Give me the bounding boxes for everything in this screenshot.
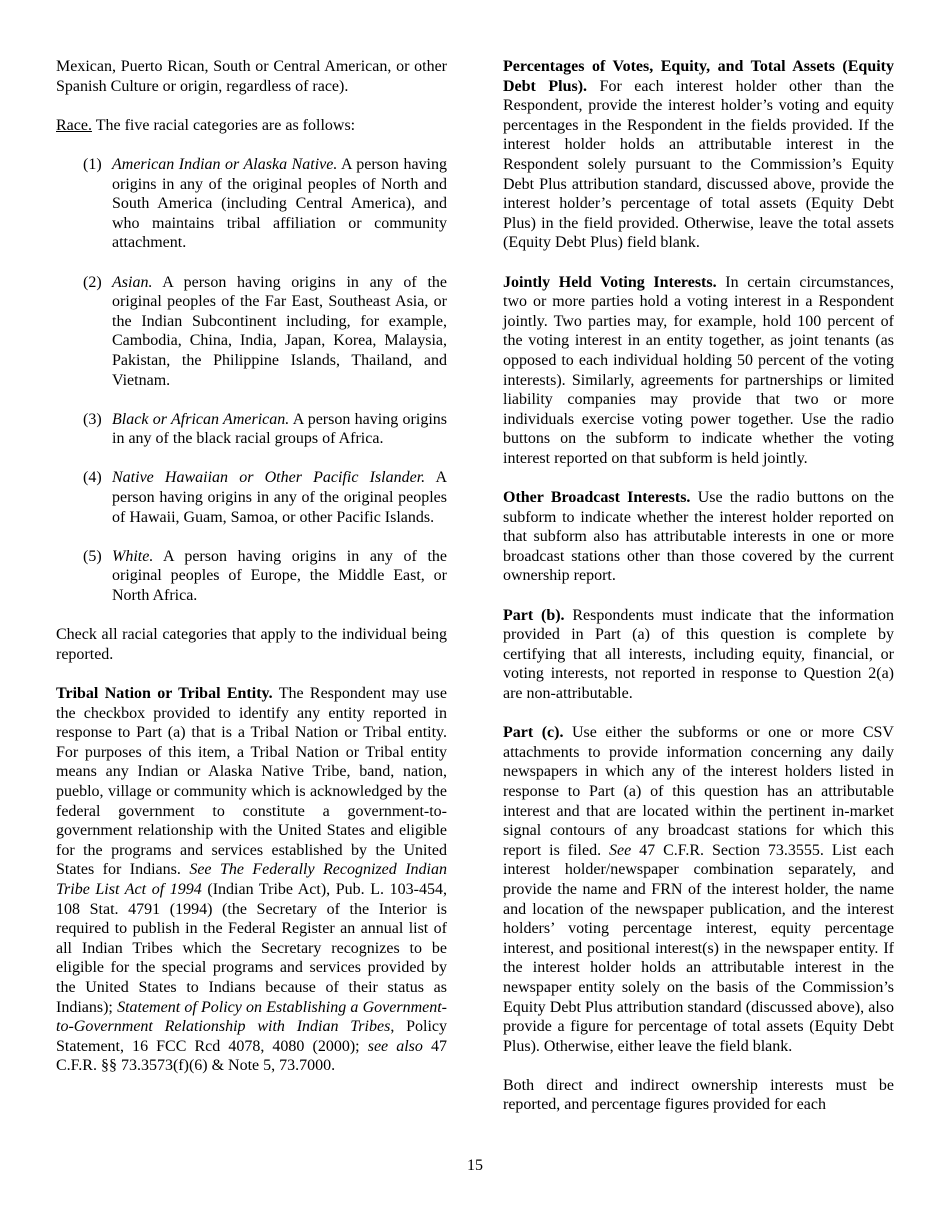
race-name: White. bbox=[112, 547, 154, 565]
left-column bbox=[56, 57, 447, 1095]
race-description: A person having origins in any of the original peoples of the Far East, Southeast Asia, or the Indian Subcontinent including, for example, Cambodia, China, India, Japan, Korea, Malaysia, Pakistan, the Philippine Islands, Thailand, and Vietnam. bbox=[112, 273, 447, 389]
tribal-see-citation: See The Federally Recognized Indian Tribe List Act of 1994 bbox=[56, 861, 448, 898]
tribal-see-also: see also bbox=[367, 1037, 423, 1055]
tribal-text-3: , Policy Statement, 16 FCC Rcd 4078, 4080 (2000); bbox=[56, 1018, 448, 1055]
part-c-paragraph bbox=[503, 723, 894, 1056]
race-item bbox=[56, 273, 447, 391]
tribal-text-4: 47 C.F.R. §§ 73.3573(f)(6) & Note 5, 73.7000. bbox=[56, 1037, 448, 1075]
race-description: A person having origins in any of the original peoples of Hawaii, Guam, Samoa, or other Pacific Islands. bbox=[112, 469, 447, 526]
tribal-heading: Tribal Nation or Tribal Entity. bbox=[56, 685, 273, 702]
tribal-text-2: (Indian Tribe Act), Pub. L. 103-454, 108 Stat. 4791 (1994) (the Secretary of the Interior is required to publish in the Federal Register an annual list of all Indian Tribes which the Secretary recognizes to be eligible for the special programs and services provided by the United States to Indians because of their status as Indians); bbox=[56, 880, 447, 1016]
race-intro-text: The five racial categories are as follows: bbox=[91, 116, 356, 134]
tribal-text-1: The Respondent may use the checkbox provided to identify any entity reported in response to Part (a) that is a Tribal Nation or Tribal entity. For purposes of this item, a Tribal Nation or Tribal entity means any Indian or Alaska Native Tribe, band, nation, pueblo, village or community which is acknowledged by the federal government to constitute a government-to-government relationship with the United States and eligible for the programs and services established by the United States for Indians. bbox=[56, 685, 447, 879]
race-intro-paragraph bbox=[56, 116, 447, 136]
other-broadcast-heading: Other Broadcast Interests. bbox=[503, 489, 691, 507]
race-name: Black or African American. bbox=[112, 410, 290, 428]
part-b-heading: Part (b). bbox=[503, 606, 565, 624]
race-description: A person having origins in any of the original peoples of Europe, the Middle East, or North Africa. bbox=[112, 547, 447, 605]
page-number: 15 bbox=[467, 1157, 483, 1174]
direct-indirect-paragraph: Both direct and indirect ownership interests must be reported, and percentage figures provided for each bbox=[503, 1076, 894, 1114]
race-item bbox=[56, 468, 447, 527]
other-broadcast-text: Use the radio buttons on the subform to indicate whether the interest holder reported on that subform also has attributable interests in one or more broadcast stations other than those covered by the current ownership report. bbox=[503, 489, 895, 585]
part-c-text-1: Use either the subforms or one or more CSV attachments to provide information concerning any daily newspapers in which any of the interest holders listed in response to Part (a) of this question has an attributable interest and that are located within the pertinent in-market signal contours of any broadcast stations for which this report is filed. bbox=[503, 724, 894, 859]
race-name: American Indian or Alaska Native. bbox=[112, 155, 338, 173]
percentages-paragraph bbox=[503, 57, 894, 253]
other-broadcast-paragraph bbox=[503, 488, 894, 586]
part-c-heading: Part (c). bbox=[503, 724, 564, 742]
tribal-policy-statement: Statement of Policy on Establishing a Government-to-Government Relationship with Indian Tribes bbox=[56, 998, 448, 1036]
part-c-text-2: 47 C.F.R. Section 73.3555. List each interest holder/newspaper combination separately, and provide the name and FRN of the interest holder, the name and location of the newspaper publication, and the interest holders’ voting percentage interest, equity percentage interest, and positional interest(s) in the newspaper entity. If the interest holder holds an attributable interest in the newspaper entity solely on the basis of the Commission’s Equity Debt Plus attribution standard (discussed above), also provide a figure for percentage of total assets (Equity Debt Plus). Otherwise, either leave the field blank. bbox=[503, 841, 894, 1055]
jointly-held-heading: Jointly Held Voting Interests. bbox=[503, 273, 717, 291]
race-item bbox=[56, 410, 447, 449]
percentages-heading: Percentages of Votes, Equity, and Total Assets (Equity Debt Plus). bbox=[503, 58, 894, 95]
jointly-held-paragraph bbox=[503, 273, 894, 469]
race-number: (3) bbox=[83, 410, 102, 428]
race-name: Asian. bbox=[112, 273, 153, 291]
origin-paragraph: Mexican, Puerto Rican, South or Central American, or other Spanish Culture or origin, regardless of race). bbox=[56, 58, 447, 95]
race-item bbox=[56, 547, 447, 606]
race-name: Native Hawaiian or Other Pacific Islander. bbox=[112, 469, 426, 487]
percentages-text: For each interest holder other than the Respondent, provide the interest holder’s voting and equity percentages in the Respondent in the fields provided. If the interest holder holds an attributable interest in the Respondent solely pursuant to the Commission’s Equity Debt Plus attribution standard, discussed above, provide the interest holder’s percentage of total assets (Equity Debt Plus) in the field provided. Otherwise, leave the total assets (Equity Debt Plus) field blank. bbox=[503, 77, 895, 252]
jointly-held-text: In certain circumstances, two or more parties hold a voting interest in a Respondent jointly. Two parties may, for example, hold 100 percent of the voting interest in an entity together, as joint tenants (as opposed to each individual holding 50 percent of the voting interests). Similarly, agreements for partnerships or limited liability companies may provide that two or more individuals exercise voting power together. Use the radio buttons on the subform to indicate whether the voting interest reported on that subform is held jointly. bbox=[503, 273, 894, 467]
race-heading: Race. bbox=[56, 116, 92, 134]
part-b-text: Respondents must indicate that the information provided in Part (a) of this question is complete by certifying that all interests, including equity, financial, or voting interests, not reported in response to Question 2(a) are non-attributable. bbox=[503, 606, 894, 702]
part-c-see: See bbox=[609, 841, 632, 859]
right-column bbox=[503, 57, 894, 1135]
race-number: (5) bbox=[83, 547, 102, 565]
race-number: (2) bbox=[83, 273, 102, 291]
race-item bbox=[56, 155, 447, 253]
race-number: (4) bbox=[83, 469, 102, 487]
check-categories-paragraph: Check all racial categories that apply to the individual being reported. bbox=[56, 626, 447, 663]
tribal-entity-paragraph bbox=[56, 684, 447, 1076]
race-description: A person having origins in any of the black racial groups of Africa. bbox=[112, 410, 447, 448]
race-number: (1) bbox=[83, 155, 102, 173]
part-b-paragraph bbox=[503, 606, 894, 704]
race-description: A person having origins in any of the original peoples of North and South America (including Central America), and who maintains tribal affiliation or community attachment. bbox=[112, 155, 447, 252]
